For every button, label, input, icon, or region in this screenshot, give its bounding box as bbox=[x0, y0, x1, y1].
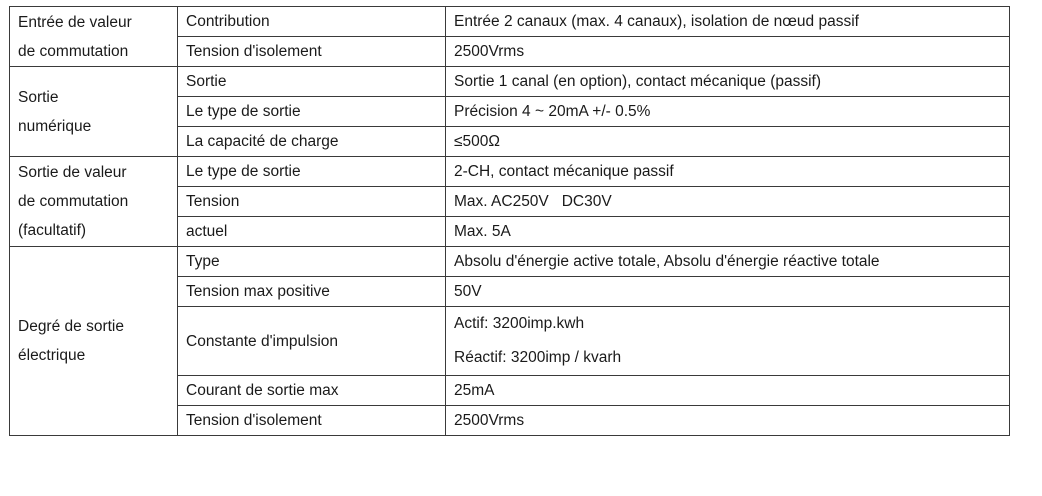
group-label-cell bbox=[10, 247, 178, 436]
value-cell: 25mA bbox=[446, 376, 1010, 406]
value-cell: 2500Vrms bbox=[446, 406, 1010, 436]
parameter-cell: Tension bbox=[178, 187, 446, 217]
group-label-line: numérique bbox=[18, 117, 92, 135]
group-label-line: Degré de sortie bbox=[18, 318, 124, 335]
parameter-cell: Constante d'impulsion bbox=[178, 307, 446, 376]
group-label-line: électrique bbox=[18, 347, 86, 364]
value-cell: Absolu d'énergie active totale, Absolu d'énergie réactive totale bbox=[446, 247, 1010, 277]
value-line: Réactif: 3200imp / kvarh bbox=[454, 349, 622, 366]
parameter-cell: Le type de sortie bbox=[178, 97, 446, 127]
value-text: Max. AC250V DC30V bbox=[454, 193, 612, 210]
parameter-cell: Tension max positive bbox=[178, 277, 446, 307]
value-cell: Max. 5A bbox=[446, 217, 1010, 247]
table-row bbox=[10, 157, 1010, 187]
value-cell: Précision 4 ~ 20mA +/- 0.5% bbox=[446, 97, 1010, 127]
group-label-line: Sortie bbox=[18, 88, 59, 106]
group-label-line: de commutation bbox=[18, 42, 129, 60]
group-label-cell bbox=[10, 7, 178, 67]
parameter-cell: Le type de sortie bbox=[178, 157, 446, 187]
group-label-line: (facultatif) bbox=[18, 222, 87, 239]
specification-table bbox=[9, 6, 1010, 436]
value-cell: Sortie 1 canal (en option), contact mécanique (passif) bbox=[446, 67, 1010, 97]
value-cell: 2-CH, contact mécanique passif bbox=[446, 157, 1010, 187]
value-cell: Entrée 2 canaux (max. 4 canaux), isolation de nœud passif bbox=[446, 7, 1010, 37]
group-label-line: de commutation bbox=[18, 193, 129, 210]
parameter-cell: Type bbox=[178, 247, 446, 277]
parameter-cell: Sortie bbox=[178, 67, 446, 97]
table-row bbox=[10, 67, 1010, 97]
group-label-cell bbox=[10, 157, 178, 247]
group-label-line: Sortie de valeur bbox=[18, 164, 127, 181]
value-cell: 2500Vrms bbox=[446, 37, 1010, 67]
parameter-cell: Tension d'isolement bbox=[178, 406, 446, 436]
group-label-line: Entrée de valeur bbox=[18, 13, 132, 31]
parameter-cell: Tension d'isolement bbox=[178, 37, 446, 67]
parameter-cell: Contribution bbox=[178, 7, 446, 37]
group-label-cell bbox=[10, 67, 178, 157]
value-cell bbox=[446, 187, 1010, 217]
value-line: Actif: 3200imp.kwh bbox=[454, 315, 585, 332]
value-cell: 50V bbox=[446, 277, 1010, 307]
table-row bbox=[10, 7, 1010, 37]
parameter-cell: Courant de sortie max bbox=[178, 376, 446, 406]
value-cell: ≤500Ω bbox=[446, 127, 1010, 157]
parameter-cell: actuel bbox=[178, 217, 446, 247]
table-row bbox=[10, 247, 1010, 277]
value-cell bbox=[446, 307, 1010, 376]
parameter-cell: La capacité de charge bbox=[178, 127, 446, 157]
